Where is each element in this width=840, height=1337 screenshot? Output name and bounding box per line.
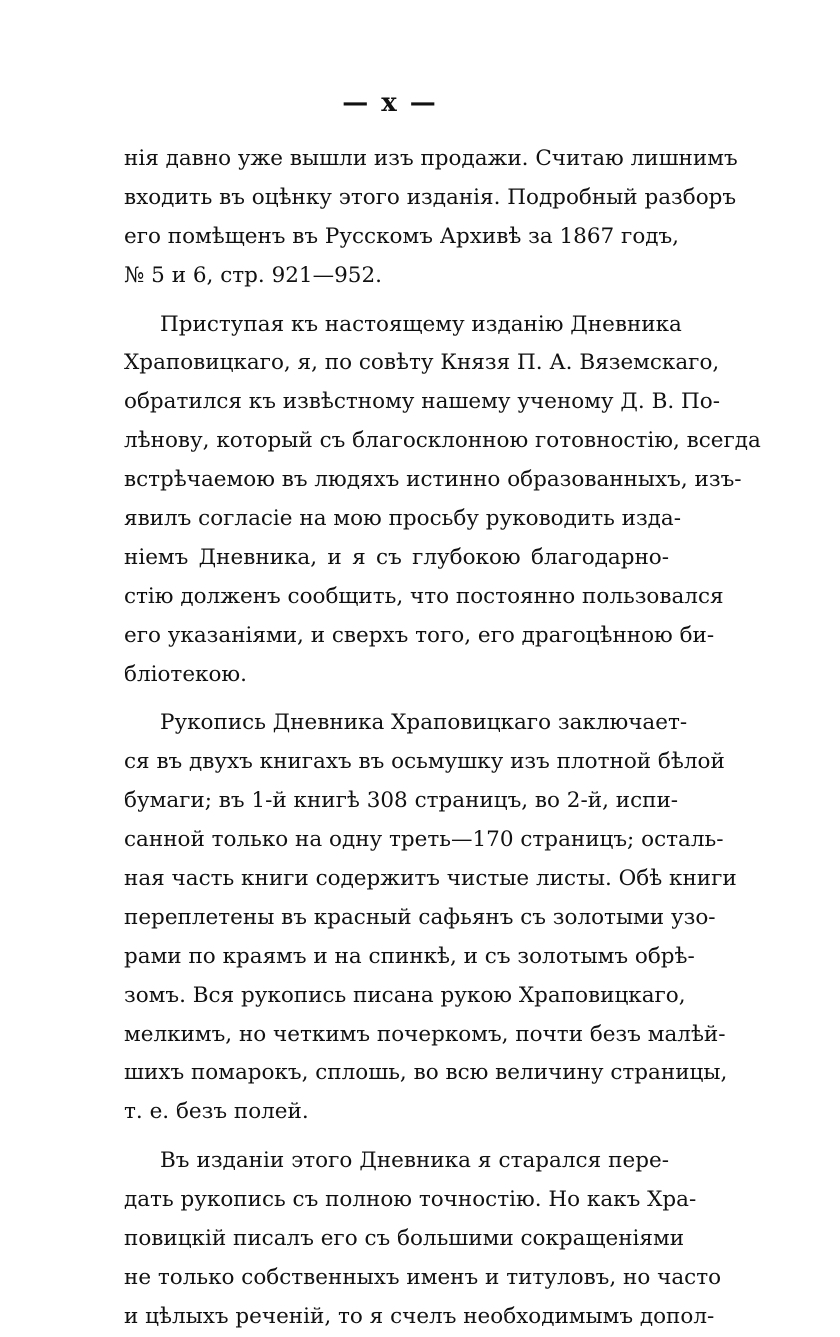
text-line: повицкій писалъ его съ большими сокращеніями: [124, 1226, 685, 1252]
text-line: обратился къ извѣстному нашему ученому Д. В. По-: [124, 389, 720, 415]
text-line: Храповицкаго, я, по совѣту Князя П. А. Вяземскаго,: [124, 350, 720, 376]
paragraph: [124, 1142, 722, 1336]
text-line: Приступая къ настоящему изданію Дневника: [160, 311, 682, 337]
text-line: № 5 и 6, стр. 921—952.: [124, 262, 382, 288]
page-number: — x —: [342, 88, 438, 118]
paragraph-gap: [124, 1132, 669, 1142]
text-line: т. е. безъ полей.: [124, 1099, 309, 1125]
text-line: не только собственныхъ именъ и титуловъ, но часто: [124, 1264, 722, 1290]
text-line: нія давно уже вышли изъ продажи. Считаю лишнимъ: [124, 146, 738, 171]
text-line: входить въ оцѣнку этого изданія. Подробный разборъ: [124, 184, 737, 210]
text-line: встрѣчаемою въ людяхъ истинно образованныхъ, изъ-: [124, 467, 742, 493]
text-line: стію долженъ сообщить, что постоянно пользовался: [124, 583, 724, 609]
paragraph: [124, 140, 738, 296]
body-text: [124, 140, 761, 1337]
text-line: и цѣлыхъ реченій, то я счелъ необходимымъ допол-: [124, 1303, 715, 1329]
text-line: его указаніями, и сверхъ того, его драгоцѣнною би-: [124, 622, 715, 648]
text-line: Рукопись Дневника Храповицкаго заключает-: [160, 710, 688, 736]
text-line: переплетены въ красный сафьянъ съ золотыми узо-: [124, 904, 716, 930]
text-line: шихъ помарокъ, сплошь, во всю величину страницы,: [124, 1060, 728, 1086]
text-line: мелкимъ, но четкимъ почеркомъ, почти безъ малѣй-: [124, 1021, 726, 1047]
text-line: зомъ. Вся рукопись писана рукою Храповицкаго,: [124, 982, 686, 1008]
paragraph-gap: [124, 694, 669, 704]
paragraph-gap: [124, 296, 669, 306]
text-line: ная часть книги содержитъ чистые листы. Обѣ книги: [124, 866, 737, 892]
text-line: рами по краямъ и на спинкѣ, и съ золотымъ обрѣ-: [124, 943, 695, 969]
text-line: ся въ двухъ книгахъ въ осьмушку изъ плотной бѣлой: [124, 749, 725, 775]
text-line: явилъ согласіе на мою просьбу руководить изда-: [124, 506, 682, 532]
text-line: его помѣщенъ въ Русскомъ Архивѣ за 1867 годъ,: [124, 223, 680, 249]
text-line: ніемъ Дневника, и я съ глубокою благодарно-: [124, 544, 669, 570]
text-line: Въ изданіи этого Дневника я старался пере-: [160, 1148, 669, 1174]
paragraph: [124, 704, 737, 1132]
text-line: бумаги; въ 1-й книгѣ 308 страницъ, во 2-й, испи-: [124, 788, 679, 814]
text-line: бліотекою.: [124, 661, 247, 687]
text-line: дать рукопись съ полною точностію. Но какъ Хра-: [124, 1187, 697, 1213]
text-line: лѣнову, который съ благосклонною готовностію, всегда: [124, 428, 761, 454]
paragraph: [124, 306, 761, 695]
text-line: санной только на одну треть—170 страницъ; осталь-: [124, 827, 724, 853]
